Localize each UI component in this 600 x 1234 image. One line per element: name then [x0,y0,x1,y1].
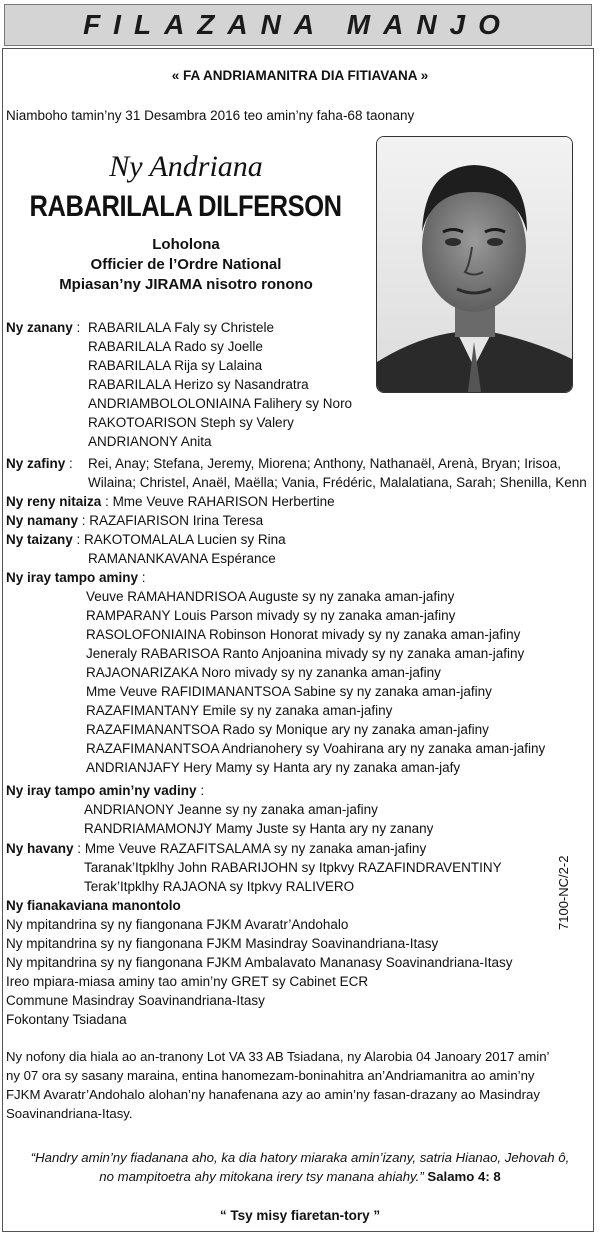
zafiny-section: Ny zafiny : [6,456,73,471]
zafiny-line: Wilaina; Christel, Anaël, Maëlla; Vania, Frédéric, Malalatiana, Sarah; Shenilla, Kenn [88,475,587,490]
list-item: Ireo mpiara-miasa aminy tao amin’ny GRET sy Cabinet ECR [6,974,369,989]
honorific: Ny Andriana [109,150,263,183]
list-item: RAMANANKAVANA Espérance [88,551,276,566]
iray-tampo-section: Ny iray tampo aminy : [6,570,146,585]
quote-line-2-wrap [0,1167,600,1186]
closing-line: “ Tsy misy fiaretan-tory ” [219,1208,381,1223]
list-item: Ny mpitandrina sy ny fiangonana FJKM Avaratr’Andohalo [6,917,349,932]
portrait-image [377,137,572,392]
quote-line-2: no mampitoetra ahy mitokana irery tsy manana ahiahy.” [99,1169,424,1184]
iray-tampo-list [86,587,545,777]
list-item: ANDRIAMBOLOLONIAINA Falihery sy Noro [88,396,353,411]
list-item: Jeneraly RABARISOA Ranto Anjoanina mivady sy ny zanaka aman-jafiny [86,646,525,661]
titles [0,235,372,295]
notice-header [4,4,592,46]
zafiny-line: Rei, Anay; Stefana, Jeremy, Miorena; Anthony, Nathanaël, Arenà, Bryan; Irisoa, [88,456,562,471]
zafiny-text [88,454,587,492]
intro-text: Niamboho tamin’ny 31 Desambra 2016 teo amin’ny faha-68 taonany [6,108,415,123]
list-item: Commune Masindray Soavinandriana-Itasy [6,993,265,1008]
quote-line-1: “Handry amin’ny fiadanana aho, ka dia hatory miaraka amin’izany, satria Hianao, Jehovah ô, [30,1150,570,1165]
zanany-section: Ny zanany : [6,320,81,335]
list-item: RASOLOFONIAINA Robinson Honorat mivady sy ny zanaka aman-jafiny [86,627,521,642]
list-item: Ny mpitandrina sy ny fiangonana FJKM Ambalavato Mananasy Soavinandriana-Itasy [6,955,513,970]
namany-value: RAZAFIARISON Irina Teresa [89,513,264,528]
reny-value: Mme Veuve RAHARISON Herbertine [112,494,335,509]
list-item: RABARILALA Rija sy Lalaina [88,358,263,373]
quote-reference: Salamo 4: 8 [427,1169,501,1184]
list-item: RABARILALA Herizo sy Nasandratra [88,377,309,392]
list-item: RAZAFIMANTANY Emile sy ny zanaka aman-jafiny [86,703,393,718]
header-title: FILAZANA MANJO [83,9,513,40]
list-item: Fokontany Tsiadana [6,1012,127,1027]
portrait-photo [376,136,573,393]
fianakaviana-label: Ny fianakaviana manontolo [6,898,181,913]
list-item: RAZAFIMANANTSOA Andrianohery sy Voahirana ary ny zanaka aman-jafiny [86,741,546,756]
list-item: Terak’Itpklhy RAJAONA sy Itpkvy RALIVERO [84,879,355,894]
list-item: Mme Veuve RAFIDIMANANTSOA Sabine sy ny zanaka aman-jafiny [86,684,492,699]
paragraph-line: ny 07 ora sy sasany maraina, entina hanomezam-boninahitra an’Andriamanitra ao amin’ny [6,1068,535,1083]
list-item: RAKOTOARISON Steph sy Valery [88,415,294,430]
list-item: RABARILALA Rado sy Joelle [88,339,263,354]
list-item: ANDRIANONY Jeanne sy ny zanaka aman-jafiny [84,802,378,817]
zanany-list [88,318,352,451]
list-item: Veuve RAMAHANDRISOA Auguste sy ny zanaka aman-jafiny [86,589,455,604]
zanany-label: Ny zanany [6,320,73,335]
namany-label: Ny namany [6,513,79,528]
namany-section: Ny namany : RAZAFIARISON Irina Teresa [6,513,264,528]
funeral-paragraph [6,1047,550,1123]
list-item: Mme Veuve RAZAFITSALAMA sy ny zanaka aman-jafiny [84,841,427,856]
list-item: ANDRIANJAFY Hery Mamy sy Hanta ary ny zanaka aman-jafy [86,760,461,775]
paragraph-line: Ny nofony dia hiala ao an-tranony Lot VA 33 AB Tsiadana, ny Alarobia 04 Janoary 2017 amin’ [6,1049,550,1064]
title-line: Loholona [152,236,220,253]
list-item: RAZAFIMANANTSOA Rado sy Monique ary ny zanaka aman-jafiny [86,722,489,737]
list-item: RAKOTOMALALA Lucien sy Rina [84,532,286,547]
iray-tampo-label: Ny iray tampo aminy [6,570,139,585]
iray-tampo-vadiny-section: Ny iray tampo amin’ny vadiny : [6,783,205,798]
reference-code: 7100-NC/2-2 [556,855,571,930]
havany-list [84,858,502,896]
list-item: Ny mpitandrina sy ny fiangonana FJKM Masindray Soavinandriana-Itasy [6,936,439,951]
reny-label: Ny reny nitaiza [6,494,102,509]
havany-section: Ny havany : Mme Veuve RAZAFITSALAMA sy ny zanaka aman-jafiny [6,841,427,856]
fianakaviana-list [6,915,513,1029]
list-item: Taranak’Itpklhy John RABARIJOHN sy Itpkvy RAZAFINDRAVENTINY [84,860,502,875]
title-line: Officier de l’Ordre National [90,256,282,273]
havany-label: Ny havany [6,841,74,856]
top-line: « FA ANDRIAMANITRA DIA FITIAVANA » [171,68,429,83]
reny-section: Ny reny nitaiza : Mme Veuve RAHARISON Herbertine [6,494,335,509]
iray-tampo-vadiny-label: Ny iray tampo amin’ny vadiny [6,783,197,798]
taizany-section: Ny taizany : RAKOTOMALALA Lucien sy Rina [6,532,286,547]
paragraph-line: FJKM Avaratr’Andohalo alohan’ny hanafenana azy ao amin’ny fasan-drazany ao Masindray [6,1087,540,1102]
list-item: RAMPARANY Louis Parson mivady sy ny zanaka aman-jafiny [86,608,456,623]
deceased-name: RABARILALA DILFERSON [29,190,343,223]
list-item: RANDRIAMAMONJY Mamy Juste sy Hanta ary ny zanany [84,821,434,836]
list-item: RAJAONARIZAKA Noro mivady sy ny zananka aman-jafiny [86,665,441,680]
taizany-label: Ny taizany [6,532,73,547]
title-line: Mpiasan’ny JIRAMA nisotro ronono [59,276,313,293]
list-item: RABARILALA Faly sy Christele [88,320,275,335]
list-item: ANDRIANONY Anita [88,434,212,449]
paragraph-line: Soavinandriana-Itasy. [6,1106,133,1121]
iray-tampo-vadiny-list [84,800,433,838]
zafiny-label: Ny zafiny [6,456,66,471]
name-wrap [0,190,372,224]
